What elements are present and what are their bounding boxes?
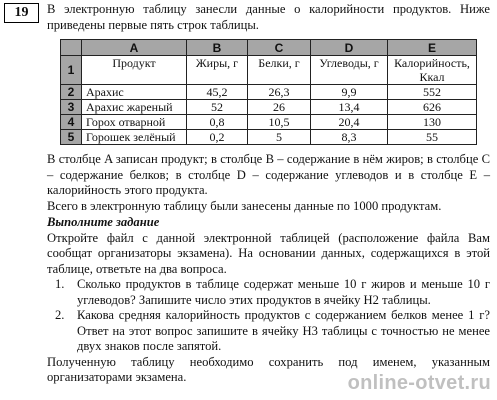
header-cell: Продукт (82, 56, 187, 85)
task-text: Откройте файл с данной электронной таблицей (расположение файла Вам сообщат организаторы экзамена). На основании данных, содержащихся в этой таблице, ответьте на два вопроса. (47, 230, 490, 276)
header-cell: Жиры, г (187, 56, 248, 85)
list-item (47, 277, 490, 308)
table-row (61, 130, 477, 145)
spreadsheet-table (60, 39, 477, 145)
closing-text: Полученную таблицу необходимо сохранить под именем, указанным организаторами экзамена. (47, 354, 490, 384)
site-watermark: online-otvet.ru (347, 372, 491, 394)
product-cell: Арахис (82, 85, 187, 100)
column-description: В столбце A записан продукт; в столбце B – содержание в нём жиров; в столбце C – содержание белков; в столбце D – содержание углеводов и в столбце E – калорийность этого продукта. (47, 152, 490, 197)
question-list (47, 277, 490, 355)
calories-cell: 130 (388, 115, 477, 130)
task-content (47, 2, 490, 386)
list-item (47, 308, 490, 355)
row-number: 3 (61, 100, 82, 115)
fat-cell: 45,2 (187, 85, 248, 100)
calories-cell: 552 (388, 85, 477, 100)
section-title: Выполните задание (47, 215, 160, 229)
protein-cell: 26 (248, 100, 311, 115)
header-cell: Белки, г (248, 56, 311, 85)
header-cell: Углеводы, г (311, 56, 388, 85)
fat-cell: 52 (187, 100, 248, 115)
column-header-row (61, 40, 477, 56)
fat-cell: 0,8 (187, 115, 248, 130)
task-number: 19 (4, 3, 39, 23)
row-number: 2 (61, 85, 82, 100)
row-number: 1 (61, 56, 82, 85)
row-number: 4 (61, 115, 82, 130)
table-row (61, 85, 477, 100)
total-note: Всего в электронную таблицу были занесены данные по 1000 продуктам. (47, 198, 442, 213)
product-cell: Арахис жареный (82, 100, 187, 115)
question-text: Какова средняя калорийность продуктов с содержанием белков менее 1 г? Ответ на этот вопрос запишите в ячейку H3 таблицы с точностью не менее двух знаков после запятой. (77, 308, 490, 353)
calories-cell: 55 (388, 130, 477, 145)
table-row (61, 100, 477, 115)
table-row (61, 56, 477, 85)
carbs-cell: 13,4 (311, 100, 388, 115)
product-cell: Горох отварной (82, 115, 187, 130)
carbs-cell: 8,3 (311, 130, 388, 145)
column-header-c: C (248, 40, 311, 56)
intro-text: В электронную таблицу занесли данные о калорийности продуктов. Ниже приведены первые пять строк таблицы. (47, 2, 490, 32)
header-cell: Калорийность, Ккал (388, 56, 477, 85)
question-number: 1. (55, 277, 65, 291)
question-number: 2. (55, 308, 65, 322)
protein-cell: 10,5 (248, 115, 311, 130)
carbs-cell: 20,4 (311, 115, 388, 130)
question-text: Сколько продуктов в таблице содержат меньше 10 г жиров и меньше 10 г углеводов? Запишите число этих продуктов в ячейку H2 таблицы. (77, 277, 490, 307)
table-row (61, 115, 477, 130)
product-cell: Горошек зелёный (82, 130, 187, 145)
calories-cell: 626 (388, 100, 477, 115)
carbs-cell: 9,9 (311, 85, 388, 100)
column-header-d: D (311, 40, 388, 56)
corner-cell (61, 40, 82, 56)
column-header-e: E (388, 40, 477, 56)
column-header-a: A (82, 40, 187, 56)
fat-cell: 0,2 (187, 130, 248, 145)
column-header-b: B (187, 40, 248, 56)
protein-cell: 5 (248, 130, 311, 145)
protein-cell: 26,3 (248, 85, 311, 100)
row-number: 5 (61, 130, 82, 145)
